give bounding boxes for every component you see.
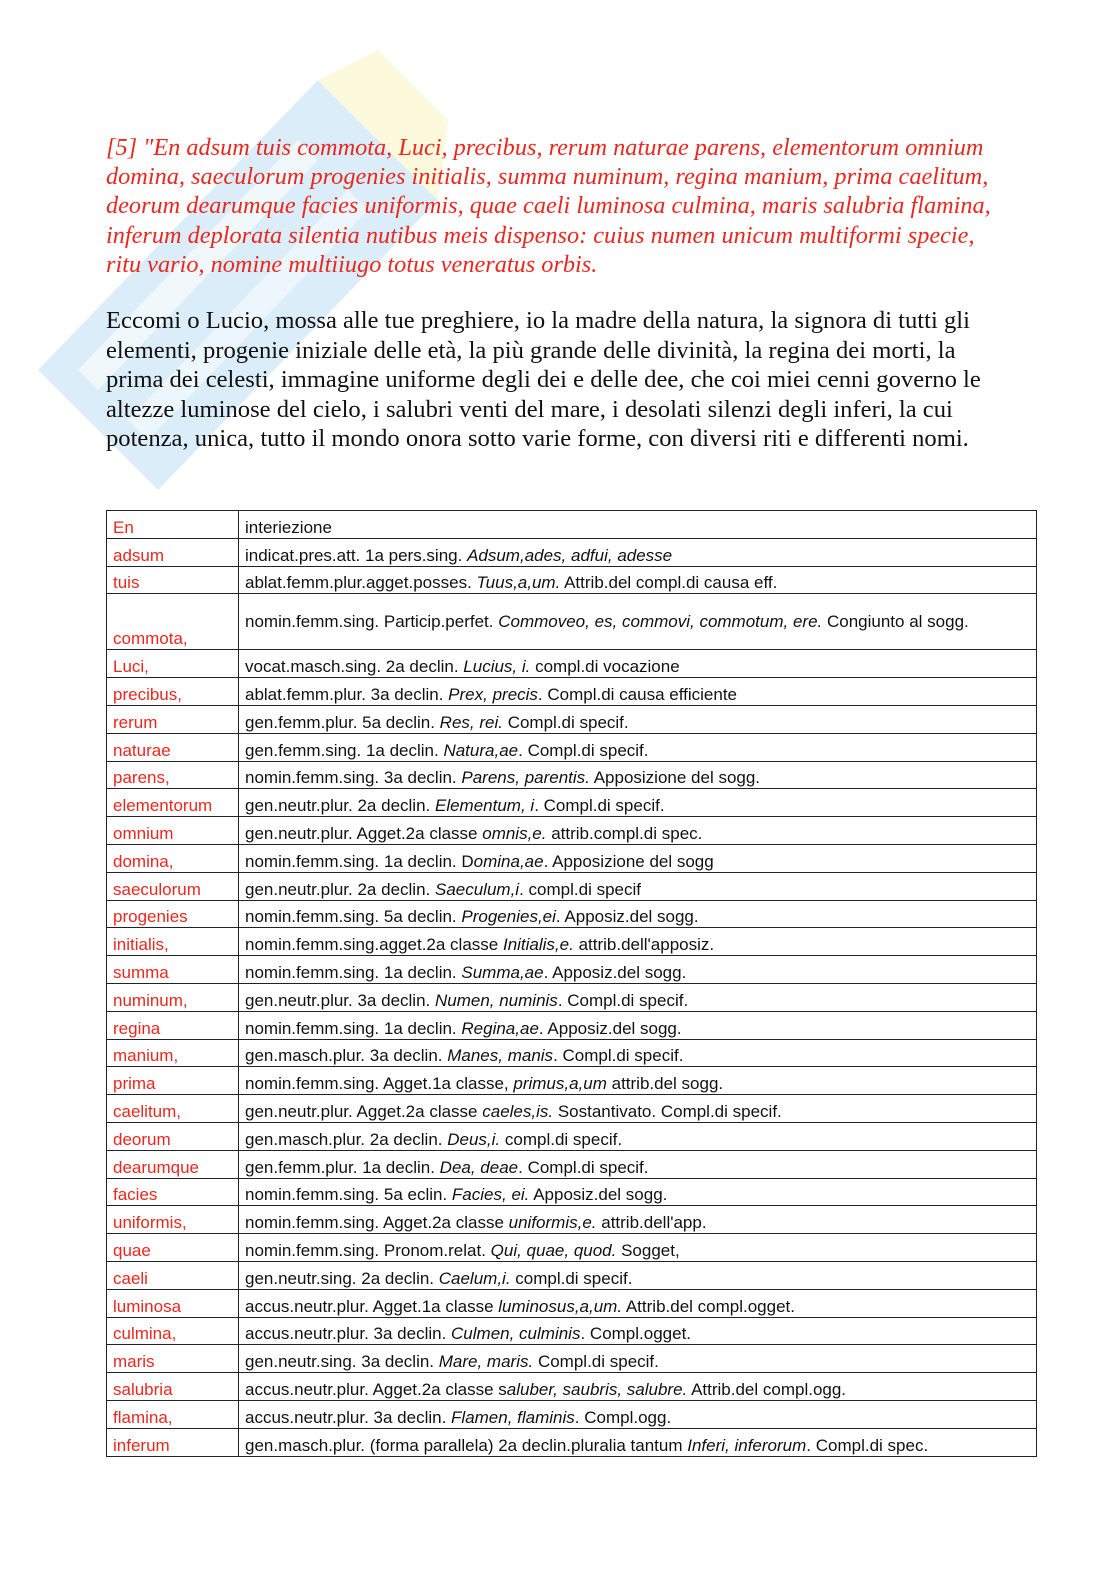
table-row	[107, 983, 1037, 1011]
grammar-description-cell	[239, 594, 1037, 650]
grammar-description-cell	[239, 511, 1037, 539]
grammar-description-cell	[239, 1178, 1037, 1206]
description-text: nomin.femm.sing.agget.2a classe	[245, 935, 503, 955]
description-text: nomin.femm.sing. Particip.perfet.	[245, 612, 499, 632]
description-text: Sostantivato. Compl.di specif.	[553, 1101, 782, 1121]
description-text: . Compl.di specif.	[553, 1046, 684, 1066]
lemma-text: Initialis,e.	[502, 935, 574, 955]
latin-word-cell: deorum	[107, 1122, 239, 1150]
description-text: accus.neutr.plur. Agget.1a classe	[245, 1296, 499, 1316]
grammar-description-cell	[239, 844, 1037, 872]
lemma-text: Facies, ei.	[451, 1185, 530, 1205]
lemma-text: Summa,ae	[461, 962, 544, 982]
latin-word-cell: numinum,	[107, 983, 239, 1011]
description-text: gen.femm.plur. 5a declin.	[245, 712, 440, 732]
description-text: nomin.femm.sing. 5a eclin.	[245, 1185, 452, 1205]
lemma-text: Caelum,i.	[438, 1268, 511, 1288]
grammar-description-cell	[239, 1428, 1037, 1456]
grammar-description-cell	[239, 956, 1037, 984]
lemma-text: omina,ae	[473, 851, 544, 871]
latin-word-cell: maris	[107, 1345, 239, 1373]
grammar-description-cell	[239, 1039, 1037, 1067]
latin-word-cell: prima	[107, 1067, 239, 1095]
table-row	[107, 511, 1037, 539]
latin-word-cell: inferum	[107, 1428, 239, 1456]
latin-word-cell: quae	[107, 1234, 239, 1262]
lemma-text: Deus,i.	[447, 1129, 501, 1149]
lemma-text: aluber, saubris, salubre.	[506, 1379, 688, 1399]
description-text: . compl.di specif	[519, 879, 641, 899]
grammar-analysis-table	[106, 510, 1037, 1457]
latin-word-cell: salubria	[107, 1373, 239, 1401]
table-row	[107, 538, 1037, 566]
description-text: nomin.femm.sing. 5a declin.	[245, 907, 462, 927]
lemma-text: luminosus,a,um.	[498, 1296, 623, 1316]
grammar-description-cell	[239, 1317, 1037, 1345]
description-text: nomin.femm.sing. 1a declin.	[245, 1018, 462, 1038]
description-text: . Apposiz.del sogg.	[543, 962, 687, 982]
lemma-text: uniformis,e.	[508, 1213, 597, 1233]
description-text: nomin.femm.sing. Agget.2a classe	[245, 1213, 509, 1233]
latin-word-cell: uniformis,	[107, 1206, 239, 1234]
latin-word-cell: tuis	[107, 566, 239, 594]
latin-word-cell: En	[107, 511, 239, 539]
table-row	[107, 678, 1037, 706]
grammar-description-cell	[239, 817, 1037, 845]
grammar-description-cell	[239, 872, 1037, 900]
grammar-description-cell	[239, 1261, 1037, 1289]
description-text: Congiunto al sogg.	[822, 612, 969, 632]
grammar-description-cell	[239, 566, 1037, 594]
description-text: gen.femm.sing. 1a declin.	[245, 740, 444, 760]
table-row	[107, 1317, 1037, 1345]
latin-word-cell: omnium	[107, 817, 239, 845]
latin-word-cell: flamina,	[107, 1400, 239, 1428]
table-row	[107, 1234, 1037, 1262]
description-text: . Compl.di specif.	[518, 740, 649, 760]
grammar-description-cell	[239, 1400, 1037, 1428]
description-text: nomin.femm.sing. 3a declin.	[245, 768, 462, 788]
table-row	[107, 789, 1037, 817]
lemma-text: Saeculum,i	[434, 879, 520, 899]
table-row	[107, 761, 1037, 789]
grammar-description-cell	[239, 1011, 1037, 1039]
lemma-text: Manes, manis	[447, 1046, 554, 1066]
description-text: vocat.masch.sing. 2a declin.	[245, 657, 464, 677]
table-row	[107, 1400, 1037, 1428]
description-text: accus.neutr.plur. 3a declin.	[245, 1407, 452, 1427]
grammar-description-cell	[239, 1206, 1037, 1234]
description-text: . Compl.di specif.	[534, 796, 665, 816]
grammar-description-cell	[239, 705, 1037, 733]
description-text: attrib.dell'app.	[596, 1213, 707, 1233]
table-row	[107, 1011, 1037, 1039]
description-text: gen.neutr.plur. Agget.2a classe	[245, 823, 483, 843]
latin-word-cell: manium,	[107, 1039, 239, 1067]
description-text: gen.neutr.sing. 2a declin.	[245, 1268, 439, 1288]
table-row	[107, 1178, 1037, 1206]
lemma-text: Prex, precis	[448, 684, 538, 704]
latin-word-cell: naturae	[107, 733, 239, 761]
description-text: gen.neutr.plur. 2a declin.	[245, 796, 435, 816]
table-row	[107, 1206, 1037, 1234]
grammar-description-cell	[239, 1373, 1037, 1401]
table-row	[107, 705, 1037, 733]
grammar-description-cell	[239, 928, 1037, 956]
description-text: . Compl.di specif.	[518, 1157, 649, 1177]
lemma-text: Qui, quae, quod.	[490, 1240, 617, 1260]
table-row	[107, 566, 1037, 594]
description-text: . Compl.di spec.	[806, 1435, 929, 1455]
description-text: Attrib.del compl.di causa eff.	[560, 573, 778, 593]
description-text: Compl.di specif.	[533, 1352, 659, 1372]
description-text: gen.femm.plur. 1a declin.	[245, 1157, 440, 1177]
latin-word-cell: adsum	[107, 538, 239, 566]
table-row	[107, 594, 1037, 650]
description-text: indicat.pres.att. 1a pers.sing.	[245, 545, 468, 565]
description-text: . Apposiz.del sogg.	[538, 1018, 682, 1038]
latin-word-cell: caelitum,	[107, 1095, 239, 1123]
grammar-description-cell	[239, 1150, 1037, 1178]
lemma-text: Progenies,ei	[461, 907, 556, 927]
lemma-text: Adsum,ades, adfui, adesse	[467, 545, 673, 565]
latin-word-cell: domina,	[107, 844, 239, 872]
latin-word-cell: luminosa	[107, 1289, 239, 1317]
description-text: gen.neutr.sing. 3a declin.	[245, 1352, 439, 1372]
grammar-description-cell	[239, 1345, 1037, 1373]
description-text: nomin.femm.sing. Pronom.relat.	[245, 1240, 491, 1260]
lemma-text: Res, rei.	[439, 712, 503, 732]
grammar-description-cell	[239, 733, 1037, 761]
description-text: . Compl.ogget.	[580, 1324, 692, 1344]
description-text: . Compl.ogg.	[574, 1407, 672, 1427]
description-text: accus.neutr.plur. Agget.2a classe s	[245, 1379, 507, 1399]
table-row	[107, 1039, 1037, 1067]
lemma-text: Culmen, culminis	[451, 1324, 581, 1344]
latin-word-cell: elementorum	[107, 789, 239, 817]
table-row	[107, 817, 1037, 845]
lemma-text: Elementum, i	[434, 796, 535, 816]
grammar-description-cell	[239, 1095, 1037, 1123]
table-row	[107, 650, 1037, 678]
table-row	[107, 733, 1037, 761]
lemma-text: Flamen, flaminis	[451, 1407, 575, 1427]
description-text: gen.masch.plur. 2a declin.	[245, 1129, 448, 1149]
lemma-text: Commoveo, es, commovi, commotum, ere.	[498, 612, 823, 632]
grammar-description-cell	[239, 1067, 1037, 1095]
latin-word-cell: summa	[107, 956, 239, 984]
description-text: interiezione	[245, 517, 332, 537]
lemma-text: Regina,ae	[461, 1018, 539, 1038]
latin-word-cell: saeculorum	[107, 872, 239, 900]
description-text: Attrib.del compl.ogg.	[687, 1379, 847, 1399]
description-text: . Compl.di causa efficiente	[537, 684, 737, 704]
lemma-text: Dea, deae	[439, 1157, 519, 1177]
latin-word-cell: parens,	[107, 761, 239, 789]
table-row	[107, 872, 1037, 900]
description-text: attrib.dell'apposiz.	[573, 935, 715, 955]
grammar-description-cell	[239, 761, 1037, 789]
table-row	[107, 1345, 1037, 1373]
grammar-description-cell	[239, 1289, 1037, 1317]
grammar-description-cell	[239, 1234, 1037, 1262]
description-text: Apposiz.del sogg.	[529, 1185, 668, 1205]
latin-word-cell: dearumque	[107, 1150, 239, 1178]
latin-word-cell: culmina,	[107, 1317, 239, 1345]
description-text: attrib.compl.di spec.	[546, 823, 703, 843]
latin-word-cell: initialis,	[107, 928, 239, 956]
latin-word-cell: commota,	[107, 594, 239, 650]
lemma-text: Mare, maris.	[438, 1352, 534, 1372]
italian-translation: Eccomi o Lucio, mossa alle tue preghiere, io la madre della natura, la signora di tutti gli elementi, progenie iniziale delle età, la più grande delle divinità, la regina dei morti, la prima dei celesti, immagine uniforme degli dei e delle dee, che coi miei cenni governo le altezze luminose del cielo, i salubri venti del mare, i desolati silenzi degli inferi, la cui potenza, unica, tutto il mondo onora sotto varie forme, con diversi riti e differenti nomi.	[106, 307, 981, 452]
description-text: Compl.di specif.	[502, 712, 629, 732]
description-text: gen.neutr.plur. Agget.2a classe	[245, 1101, 483, 1121]
latin-passage: [5] "En adsum tuis commota, Luci, precibus, rerum naturae parens, elementorum omnium domina, saeculorum progenies initialis, summa numinum, regina manium, prima caelitum, deorum dearumque facies uniformis, quae caeli luminosa culmina, maris salubria flamina, inferum deplorata silentia nutibus meis dispenso: cuius numen unicum multiformi specie, ritu vario, nomine multiiugo totus veneratus orbis.	[106, 134, 991, 278]
lemma-text: Inferi, inferorum	[687, 1435, 807, 1455]
description-text: nomin.femm.sing. 1a declin.	[245, 962, 462, 982]
lemma-text: omnis,e.	[482, 823, 547, 843]
latin-word-cell: progenies	[107, 900, 239, 928]
description-text: compl.di vocazione	[530, 657, 680, 677]
lemma-text: primus,a,um	[513, 1074, 607, 1094]
description-text: accus.neutr.plur. 3a declin.	[245, 1324, 452, 1344]
description-text: . Compl.di specif.	[557, 990, 689, 1010]
lemma-text: Natura,ae	[443, 740, 519, 760]
grammar-description-cell	[239, 900, 1037, 928]
description-text: nomin.femm.sing. 1a declin. D	[245, 851, 474, 871]
grammar-description-cell	[239, 983, 1037, 1011]
description-text: . Apposizione del sogg	[543, 851, 714, 871]
table-row	[107, 844, 1037, 872]
description-text: Apposizione del sogg.	[589, 768, 761, 788]
table-row	[107, 1095, 1037, 1123]
table-row	[107, 1428, 1037, 1456]
table-row	[107, 1289, 1037, 1317]
grammar-description-cell	[239, 789, 1037, 817]
description-text: compl.di specif.	[510, 1268, 633, 1288]
latin-word-cell: rerum	[107, 705, 239, 733]
latin-word-cell: caeli	[107, 1261, 239, 1289]
lemma-text: Tuus,a,um.	[476, 573, 561, 593]
table-row	[107, 1373, 1037, 1401]
grammar-description-cell	[239, 650, 1037, 678]
description-text: gen.neutr.plur. 3a declin.	[245, 990, 435, 1010]
grammar-description-cell	[239, 1122, 1037, 1150]
latin-word-cell: regina	[107, 1011, 239, 1039]
latin-word-cell: Luci,	[107, 650, 239, 678]
grammar-description-cell	[239, 678, 1037, 706]
lemma-text: Numen, numinis	[434, 990, 558, 1010]
lemma-text: Parens, parentis.	[461, 768, 590, 788]
lemma-text: Lucius, i.	[463, 657, 531, 677]
description-text: gen.neutr.plur. 2a declin.	[245, 879, 435, 899]
description-text: Sogget,	[616, 1240, 680, 1260]
table-row	[107, 1150, 1037, 1178]
description-text: gen.masch.plur. 3a declin.	[245, 1046, 448, 1066]
description-text: . Apposiz.del sogg.	[555, 907, 699, 927]
latin-word-cell: precibus,	[107, 678, 239, 706]
description-text: ablat.femm.plur. 3a declin.	[245, 684, 449, 704]
table-row	[107, 956, 1037, 984]
table-row	[107, 900, 1037, 928]
latin-word-cell: facies	[107, 1178, 239, 1206]
table-row	[107, 1067, 1037, 1095]
description-text: Attrib.del compl.ogget.	[622, 1296, 795, 1316]
description-text: attrib.del sogg.	[606, 1074, 724, 1094]
table-row	[107, 928, 1037, 956]
grammar-description-cell	[239, 538, 1037, 566]
description-text: compl.di specif.	[500, 1129, 623, 1149]
table-row	[107, 1261, 1037, 1289]
description-text: nomin.femm.sing. Agget.1a classe,	[245, 1074, 514, 1094]
description-text: ablat.femm.plur.agget.posses.	[245, 573, 477, 593]
description-text: gen.masch.plur. (forma parallela) 2a declin.pluralia tantum	[245, 1435, 688, 1455]
table-row	[107, 1122, 1037, 1150]
lemma-text: caeles,is.	[482, 1101, 554, 1121]
